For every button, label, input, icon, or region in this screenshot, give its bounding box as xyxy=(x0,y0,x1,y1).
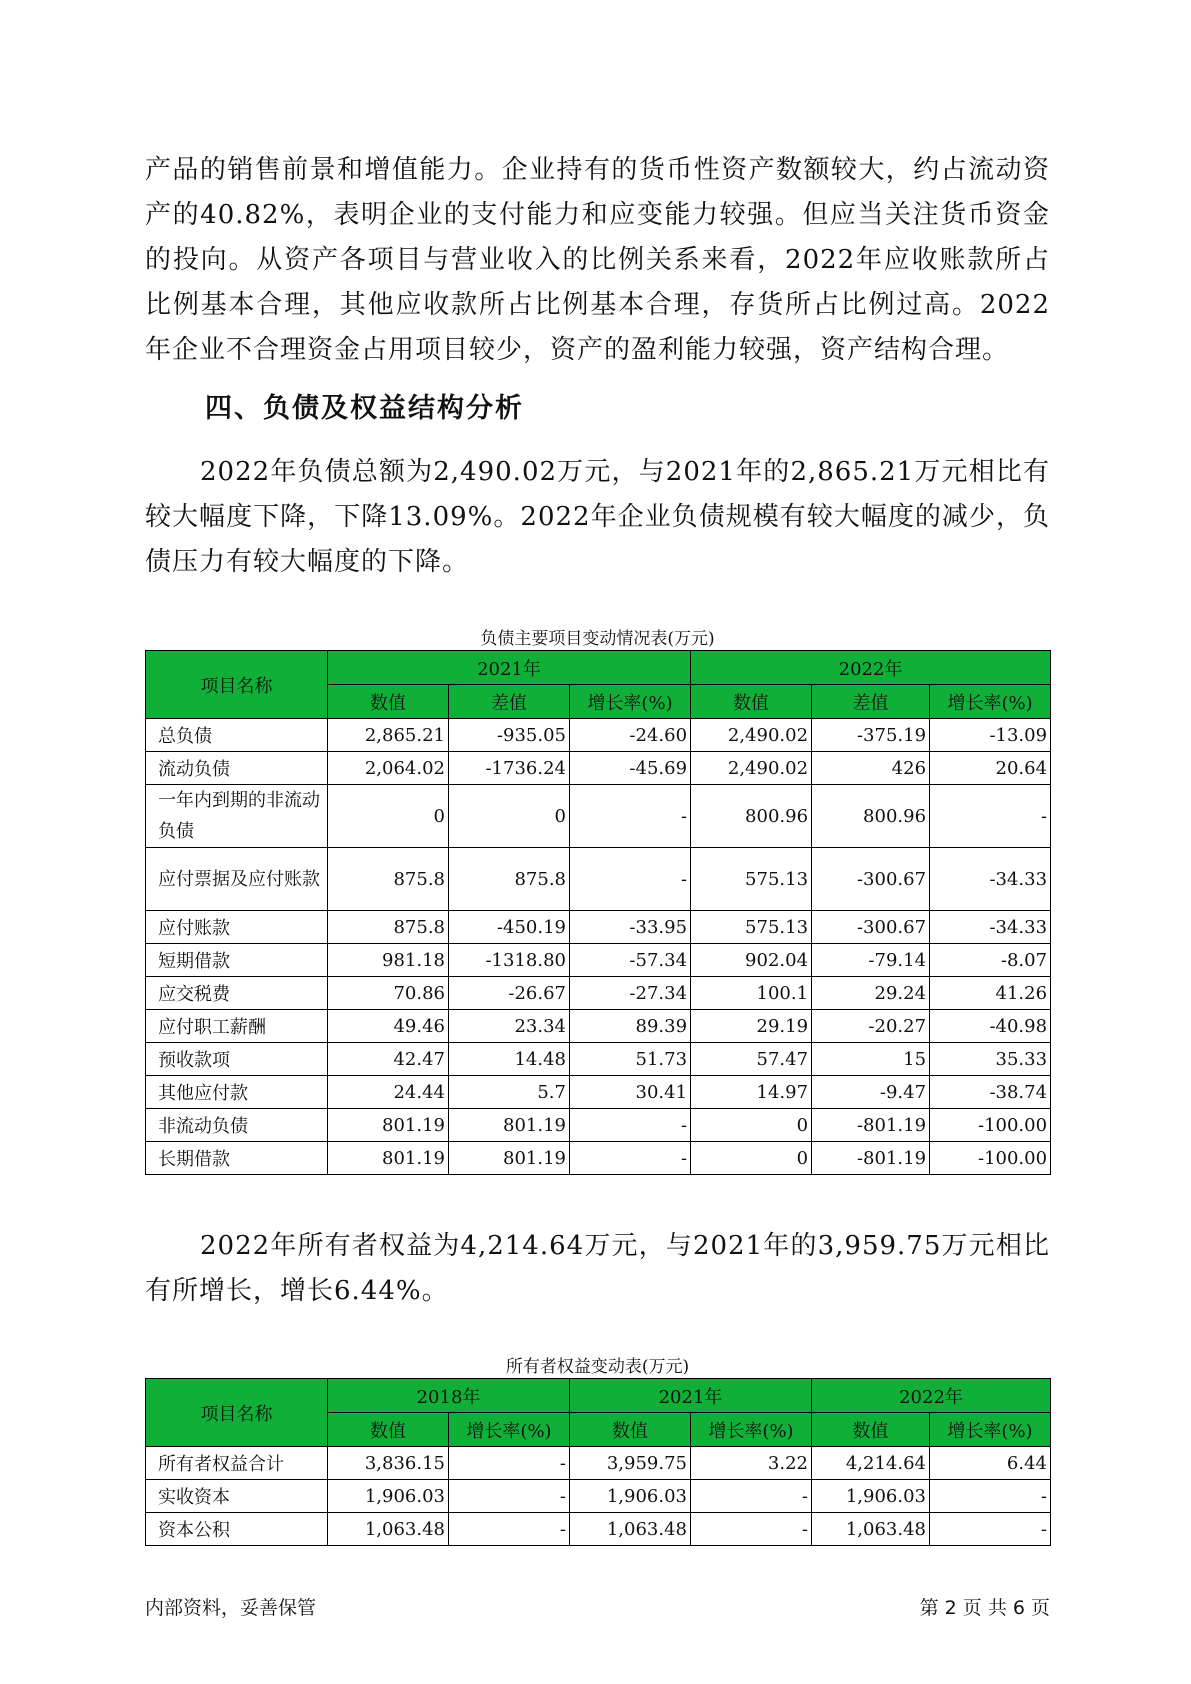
table-cell: -100.00 xyxy=(930,1109,1051,1142)
table-cell: 89.39 xyxy=(570,1010,691,1043)
table-cell: 0 xyxy=(328,785,449,848)
year-header: 2018年 xyxy=(328,1379,570,1413)
liability-paragraph xyxy=(145,450,1050,585)
table-row xyxy=(146,1142,1051,1175)
table-cell: -375.19 xyxy=(812,719,930,752)
liability-table xyxy=(145,650,1051,1175)
table-cell: - xyxy=(449,1447,570,1480)
table-cell: 426 xyxy=(812,752,930,785)
table-cell: 41.26 xyxy=(930,977,1051,1010)
table-cell: -9.47 xyxy=(812,1076,930,1109)
table-cell: 575.13 xyxy=(691,848,812,911)
sub-header: 数值 xyxy=(812,1413,930,1447)
row-label: 实收资本 xyxy=(146,1480,328,1513)
liability-table-body xyxy=(146,719,1051,1175)
table-cell: 100.1 xyxy=(691,977,812,1010)
table-cell: 2,490.02 xyxy=(691,719,812,752)
table-cell: 70.86 xyxy=(328,977,449,1010)
table-cell: 15 xyxy=(812,1043,930,1076)
row-label: 流动负债 xyxy=(146,752,328,785)
sub-header: 数值 xyxy=(328,1413,449,1447)
table-cell: - xyxy=(930,785,1051,848)
sub-header: 增长率(%) xyxy=(449,1413,570,1447)
table-row xyxy=(146,1447,1051,1480)
table-row xyxy=(146,977,1051,1010)
row-label: 非流动负债 xyxy=(146,1109,328,1142)
table-cell: 35.33 xyxy=(930,1043,1051,1076)
table-cell: -300.67 xyxy=(812,848,930,911)
table-cell: 14.48 xyxy=(449,1043,570,1076)
table-cell: -1318.80 xyxy=(449,944,570,977)
table-row xyxy=(146,785,1051,848)
table-row xyxy=(146,944,1051,977)
table-cell: -13.09 xyxy=(930,719,1051,752)
row-label: 资本公积 xyxy=(146,1513,328,1546)
liability-table-caption: 负债主要项目变动情况表(万元) xyxy=(480,629,715,649)
equity-paragraph xyxy=(145,1224,1050,1314)
table-cell: 24.44 xyxy=(328,1076,449,1109)
row-label: 所有者权益合计 xyxy=(146,1447,328,1480)
footer-left: 内部资料，妥善保管 xyxy=(145,1597,317,1619)
table-cell: -450.19 xyxy=(449,911,570,944)
table-cell: 2,865.21 xyxy=(328,719,449,752)
table-cell: 42.47 xyxy=(328,1043,449,1076)
row-label: 长期借款 xyxy=(146,1142,328,1175)
table-row xyxy=(146,719,1051,752)
table-cell: 875.8 xyxy=(328,848,449,911)
year-header: 2022年 xyxy=(812,1379,1051,1413)
table-cell: 3,836.15 xyxy=(328,1447,449,1480)
equity-text: 2022年所有者权益为4,214.64万元，与2021年的3,959.75万元相比有所增长，增长6.44%。 xyxy=(145,1231,1050,1306)
table-row xyxy=(146,752,1051,785)
row-label: 应付账款 xyxy=(146,911,328,944)
table-cell: - xyxy=(570,785,691,848)
table-cell: - xyxy=(570,1109,691,1142)
table-cell: 1,063.48 xyxy=(328,1513,449,1546)
table-cell: 51.73 xyxy=(570,1043,691,1076)
sub-header: 差值 xyxy=(449,685,570,719)
equity-table-caption: 所有者权益变动表(万元) xyxy=(505,1357,690,1377)
table-cell: 0 xyxy=(691,1142,812,1175)
intro-text: 产品的销售前景和增值能力。企业持有的货币性资产数额较大，约占流动资产的40.82%，表明企业的支付能力和应变能力较强。但应当关注货币资金的投向。从资产各项目与营业收入的比例关系来看，2022年应收账款所占比例基本合理，其他应收款所占比例基本合理，存货所占比例过高。2022年企业不合理资金占用项目较少，资产的盈利能力较强，资产结构合理。 xyxy=(145,155,1050,365)
table-cell: 981.18 xyxy=(328,944,449,977)
table-cell: 875.8 xyxy=(328,911,449,944)
table-cell: -38.74 xyxy=(930,1076,1051,1109)
sub-header: 增长率(%) xyxy=(570,685,691,719)
row-label: 预收款项 xyxy=(146,1043,328,1076)
table-cell: - xyxy=(570,848,691,911)
table-cell: 902.04 xyxy=(691,944,812,977)
table-cell: 0 xyxy=(691,1109,812,1142)
sub-header: 差值 xyxy=(812,685,930,719)
table-cell: 575.13 xyxy=(691,911,812,944)
sub-header: 数值 xyxy=(691,685,812,719)
table-cell: 1,906.03 xyxy=(328,1480,449,1513)
table-cell: -79.14 xyxy=(812,944,930,977)
year-header: 2022年 xyxy=(691,651,1051,685)
row-label: 总负债 xyxy=(146,719,328,752)
table-cell: 29.24 xyxy=(812,977,930,1010)
table-cell: -20.27 xyxy=(812,1010,930,1043)
table-cell: -24.60 xyxy=(570,719,691,752)
table-cell: 875.8 xyxy=(449,848,570,911)
table-row xyxy=(146,848,1051,911)
table-cell: 23.34 xyxy=(449,1010,570,1043)
table-cell: 6.44 xyxy=(930,1447,1051,1480)
table-cell: 49.46 xyxy=(328,1010,449,1043)
table-cell: -40.98 xyxy=(930,1010,1051,1043)
table-row xyxy=(146,1010,1051,1043)
table-row xyxy=(146,1109,1051,1142)
table-cell: 1,063.48 xyxy=(570,1513,691,1546)
table-cell: 30.41 xyxy=(570,1076,691,1109)
table-cell: -1736.24 xyxy=(449,752,570,785)
table-cell: - xyxy=(570,1142,691,1175)
table-cell: -34.33 xyxy=(930,848,1051,911)
table-cell: 800.96 xyxy=(812,785,930,848)
table-cell: 2,064.02 xyxy=(328,752,449,785)
table-cell: 801.19 xyxy=(328,1109,449,1142)
table-cell: 1,906.03 xyxy=(812,1480,930,1513)
table-cell: -34.33 xyxy=(930,911,1051,944)
table-cell: -935.05 xyxy=(449,719,570,752)
footer-page-number: 第 2 页 共 6 页 xyxy=(919,1597,1050,1619)
row-label: 一年内到期的非流动负债 xyxy=(146,785,328,848)
table-cell: 801.19 xyxy=(449,1142,570,1175)
sub-header: 数值 xyxy=(328,685,449,719)
table-cell: 2,490.02 xyxy=(691,752,812,785)
table-row xyxy=(146,1480,1051,1513)
table-cell: 3,959.75 xyxy=(570,1447,691,1480)
table-cell: -26.67 xyxy=(449,977,570,1010)
table-cell: -33.95 xyxy=(570,911,691,944)
table-cell: 801.19 xyxy=(328,1142,449,1175)
table-cell: -801.19 xyxy=(812,1109,930,1142)
sub-header: 增长率(%) xyxy=(930,1413,1051,1447)
table-cell: - xyxy=(691,1480,812,1513)
table-cell: -45.69 xyxy=(570,752,691,785)
table-cell: 57.47 xyxy=(691,1043,812,1076)
table-cell: 801.19 xyxy=(449,1109,570,1142)
table-cell: - xyxy=(930,1480,1051,1513)
section-heading: 四、负债及权益结构分析 xyxy=(205,393,524,424)
table-cell: -57.34 xyxy=(570,944,691,977)
name-header: 项目名称 xyxy=(146,651,328,719)
intro-paragraph xyxy=(145,148,1050,373)
row-label: 短期借款 xyxy=(146,944,328,977)
table-cell: - xyxy=(449,1480,570,1513)
table-row xyxy=(146,911,1051,944)
row-label: 应交税费 xyxy=(146,977,328,1010)
table-cell: -801.19 xyxy=(812,1142,930,1175)
table-cell: -100.00 xyxy=(930,1142,1051,1175)
name-header: 项目名称 xyxy=(146,1379,328,1447)
row-label: 应付票据及应付账款 xyxy=(146,848,328,911)
row-label: 其他应付款 xyxy=(146,1076,328,1109)
table-cell: 4,214.64 xyxy=(812,1447,930,1480)
equity-table-body xyxy=(146,1447,1051,1546)
sub-header: 数值 xyxy=(570,1413,691,1447)
table-cell: -300.67 xyxy=(812,911,930,944)
sub-header: 增长率(%) xyxy=(930,685,1051,719)
table-cell: 14.97 xyxy=(691,1076,812,1109)
table-cell: -27.34 xyxy=(570,977,691,1010)
table-row xyxy=(146,1076,1051,1109)
table-cell: 1,063.48 xyxy=(812,1513,930,1546)
table-cell: - xyxy=(449,1513,570,1546)
table-cell: 800.96 xyxy=(691,785,812,848)
table-cell: 0 xyxy=(449,785,570,848)
table-row xyxy=(146,1043,1051,1076)
table-cell: 3.22 xyxy=(691,1447,812,1480)
row-label: 应付职工薪酬 xyxy=(146,1010,328,1043)
year-header: 2021年 xyxy=(328,651,691,685)
sub-header: 增长率(%) xyxy=(691,1413,812,1447)
table-cell: 1,906.03 xyxy=(570,1480,691,1513)
year-header: 2021年 xyxy=(570,1379,812,1413)
table-row xyxy=(146,1513,1051,1546)
equity-table xyxy=(145,1378,1051,1546)
table-cell: 5.7 xyxy=(449,1076,570,1109)
table-cell: - xyxy=(691,1513,812,1546)
table-cell: 20.64 xyxy=(930,752,1051,785)
table-cell: 29.19 xyxy=(691,1010,812,1043)
table-cell: -8.07 xyxy=(930,944,1051,977)
table-cell: - xyxy=(930,1513,1051,1546)
liability-text: 2022年负债总额为2,490.02万元，与2021年的2,865.21万元相比有较大幅度下降，下降13.09%。2022年企业负债规模有较大幅度的减少，负债压力有较大幅度的下降。 xyxy=(145,457,1050,577)
